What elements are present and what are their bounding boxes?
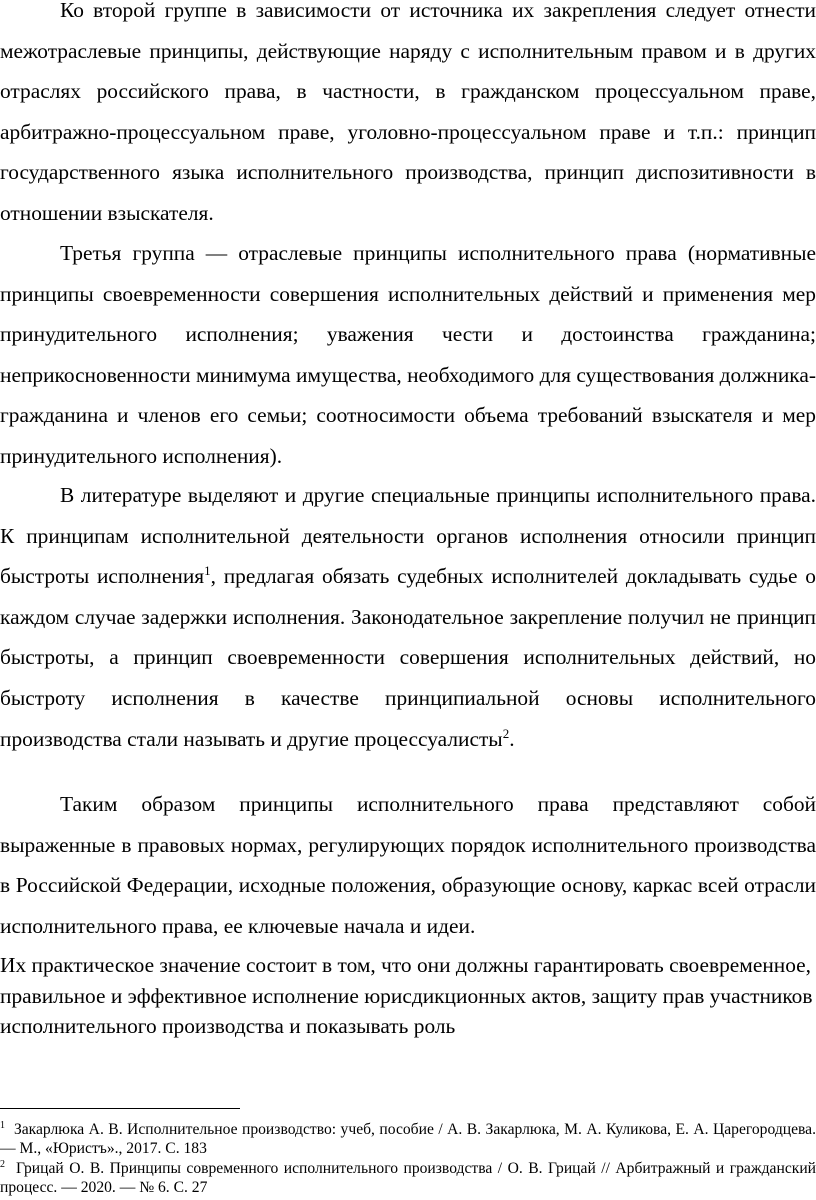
footnote-text: Закарлюка А. В. Исполнительное производство: учеб, пособие / А. В. Закарлюка, М. А. Куликова, Е. А. Царегородцева. — М., «Юристъ»., 2017. С. 183 (0, 1121, 816, 1157)
footnote-text: Грицай О. В. Принципы современного исполнительного производства / О. В. Грицай // Арбитражный и гражданский процесс. — 2020. — № 6. С. 27 (0, 1160, 816, 1196)
footnote-1 (0, 1121, 816, 1158)
footnote-ref-2[interactable]: 2 (502, 725, 510, 741)
paragraph-text: Третья группа — отраслевые принципы исполнительного права (нормативные принципы своевременности совершения исполнительных действий и применения мер принудительного исполнения; уважения чести и достоинства гражданина; неприкосновенности минимума имущества, необходимого для существования должника-гражданина и членов его семьи; соотносимости объема требований взыскателя и мер принудительного исполнения). (0, 241, 816, 468)
paragraph-conclusion (0, 784, 816, 946)
footnote-number: 2 (0, 1158, 5, 1170)
paragraph-text: , предлагая обязать судебных исполнителей докладывать судье о каждом случае задержки исполнения. Законодательное закрепление получил не принцип быстроты, а принцип своевременности совершения исполнительных действий, но быстроту исполнения в качестве принципиальной основы исполнительного производства стали называть и другие процессуалисты (0, 564, 816, 751)
footnote-2 (0, 1160, 816, 1197)
paragraph-practical-meaning (0, 950, 816, 1042)
paragraph-text: Их практическое значение состоит в том, что они должны гарантировать своевременное, правильное и эффективное исполнение юрисдикционных актов, защиту прав участников исполнительного производства и показывать роль (0, 953, 813, 1038)
paragraph-text: Ко второй группе в зависимости от источника их закрепления следует отнести межотраслевые принципы, действующие наряду с исполнительным правом и в других отраслях российского права, в частности, в гражданском процессуальном праве, арбитражно-процессуальном праве, уголовно-процессуальном праве и т.п.: принцип государственного языка исполнительного производства, принцип диспозитивности в отношении взыскателя. (0, 0, 816, 225)
paragraph-text: . (509, 726, 515, 751)
footnote-ref-1[interactable]: 1 (204, 563, 211, 579)
paragraph-text: В литературе выделяют и другие специальные принципы исполнительного права. К принципам исполнительной деятельности органов исполнения относили принцип быстроты исполнения (0, 483, 816, 589)
footnote-number: 1 (0, 1119, 5, 1131)
paragraph-third-group (0, 233, 816, 477)
paragraph-literature (0, 475, 816, 759)
paragraph-second-group (0, 0, 816, 234)
footnote-separator (0, 1108, 240, 1109)
paragraph-text: Таким образом принципы исполнительного права представляют собой выраженные в правовых нормах, регулирующих порядок исполнительного производства в Российской Федерации, исходные положения, образующие основу, каркас всей отрасли исполнительного права, ее ключевые начала и идеи. (0, 792, 816, 938)
